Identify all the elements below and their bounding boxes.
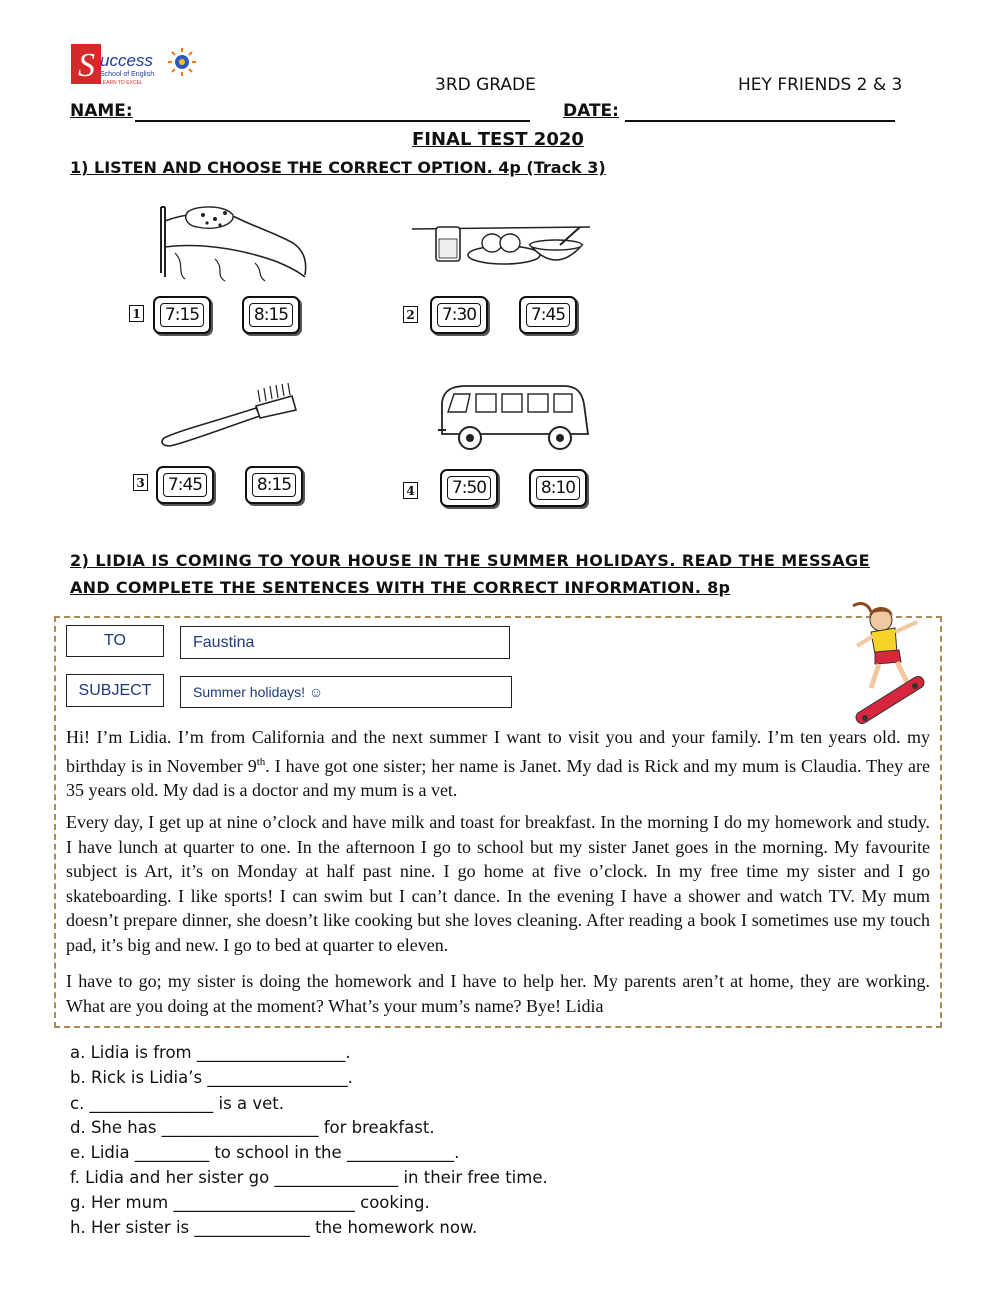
date-blank[interactable] (625, 102, 895, 122)
toothbrush-icon (160, 380, 300, 454)
svg-text:LEARN TO EXCEL: LEARN TO EXCEL (100, 80, 143, 86)
message-paragraph-1: Hi! I’m Lidia. I’m from California and the next summer I want to visit you and your family. I’m ten years old. my birthday is in November 9th. I have got one sister; her name is Janet. My dad is Rick and my mum is Claudia. They are 35 years old. My dad is a doctor and my mum is a vet. (66, 727, 931, 800)
school-logo (70, 42, 200, 90)
logo-brand: uccess (100, 51, 153, 70)
item-number: 4 (403, 482, 418, 499)
section2-title-line2: AND COMPLETE THE SENTENCES WITH THE CORRECT INFORMATION. 8p (70, 578, 731, 597)
time-option[interactable]: 7:45 (156, 466, 214, 504)
subject-label: SUBJECT (66, 674, 164, 707)
time-option[interactable]: 7:45 (519, 296, 577, 334)
date-label: DATE: (563, 101, 619, 121)
item-number: 2 (403, 306, 418, 323)
grade-label: 3RD GRADE (435, 75, 536, 95)
section2-title-line1: 2) LIDIA IS COMING TO YOUR HOUSE IN THE SUMMER HOLIDAYS. READ THE MESSAGE (70, 551, 870, 570)
to-label: TO (66, 625, 164, 657)
time-option[interactable]: 8:15 (242, 296, 300, 334)
time-option[interactable]: 7:30 (430, 296, 488, 334)
svg-text:S: S (78, 47, 95, 84)
question-g[interactable]: g. Her mum ______________________ cooking. (70, 1193, 430, 1212)
svg-text:School of English: School of English (100, 71, 155, 78)
question-a[interactable]: a. Lidia is from __________________. (70, 1043, 351, 1062)
time-option[interactable]: 7:15 (153, 296, 211, 334)
bed-icon (155, 203, 315, 287)
breakfast-icon (410, 215, 595, 279)
question-b[interactable]: b. Rick is Lidia’s _________________. (70, 1068, 353, 1087)
time-option[interactable]: 8:10 (529, 469, 587, 507)
section1-title: 1) LISTEN AND CHOOSE THE CORRECT OPTION. 4p (Track 3) (70, 158, 606, 177)
to-field[interactable]: Faustina (180, 626, 510, 659)
skateboard-girl-icon (845, 596, 935, 728)
question-d[interactable]: d. She has ___________________ for breakfast. (70, 1118, 435, 1137)
question-e[interactable]: e. Lidia _________ to school in the _____________. (70, 1143, 460, 1162)
subject-field[interactable]: Summer holidays! ☺ (180, 676, 512, 708)
name-label: NAME: (70, 101, 133, 121)
time-option[interactable]: 8:15 (245, 466, 303, 504)
question-f[interactable]: f. Lidia and her sister go _______________ in their free time. (70, 1168, 548, 1187)
question-c[interactable]: c. _______________ is a vet. (70, 1094, 284, 1113)
test-title: FINAL TEST 2020 (412, 129, 584, 150)
time-option[interactable]: 7:50 (440, 469, 498, 507)
bus-icon (432, 378, 592, 462)
item-number: 3 (133, 474, 148, 491)
message-paragraph-2: Every day, I get up at nine o’clock and have milk and toast for breakfast. In the morning I do my homework and study. I have lunch at quarter to one. In the afternoon I go to school but my sister Janet goes in the morning. My favourite subject is Art, it’s on Monday at half past nine. I go home at five o’clock. In my free time my sister and I go skateboarding. I like sports! I can swim but I can’t dance. In the evening I have a shower and watch TV. My mum doesn’t prepare dinner, she doesn’t like cooking but she loves cleaning. After reading a book I sometimes use my touch pad, it’s big and new. I go to bed at quarter to eleven. (66, 812, 930, 955)
question-h[interactable]: h. Her sister is ______________ the homework now. (70, 1218, 478, 1237)
item-number: 1 (129, 305, 144, 322)
message-paragraph-3: I have to go; my sister is doing the homework and I have to help her. My parents aren’t at home, they are working. What are you doing at the moment? What’s your mum’s name? Bye! Lidia (66, 971, 930, 1016)
book-label: HEY FRIENDS 2 & 3 (738, 75, 903, 95)
name-blank[interactable] (135, 102, 530, 122)
